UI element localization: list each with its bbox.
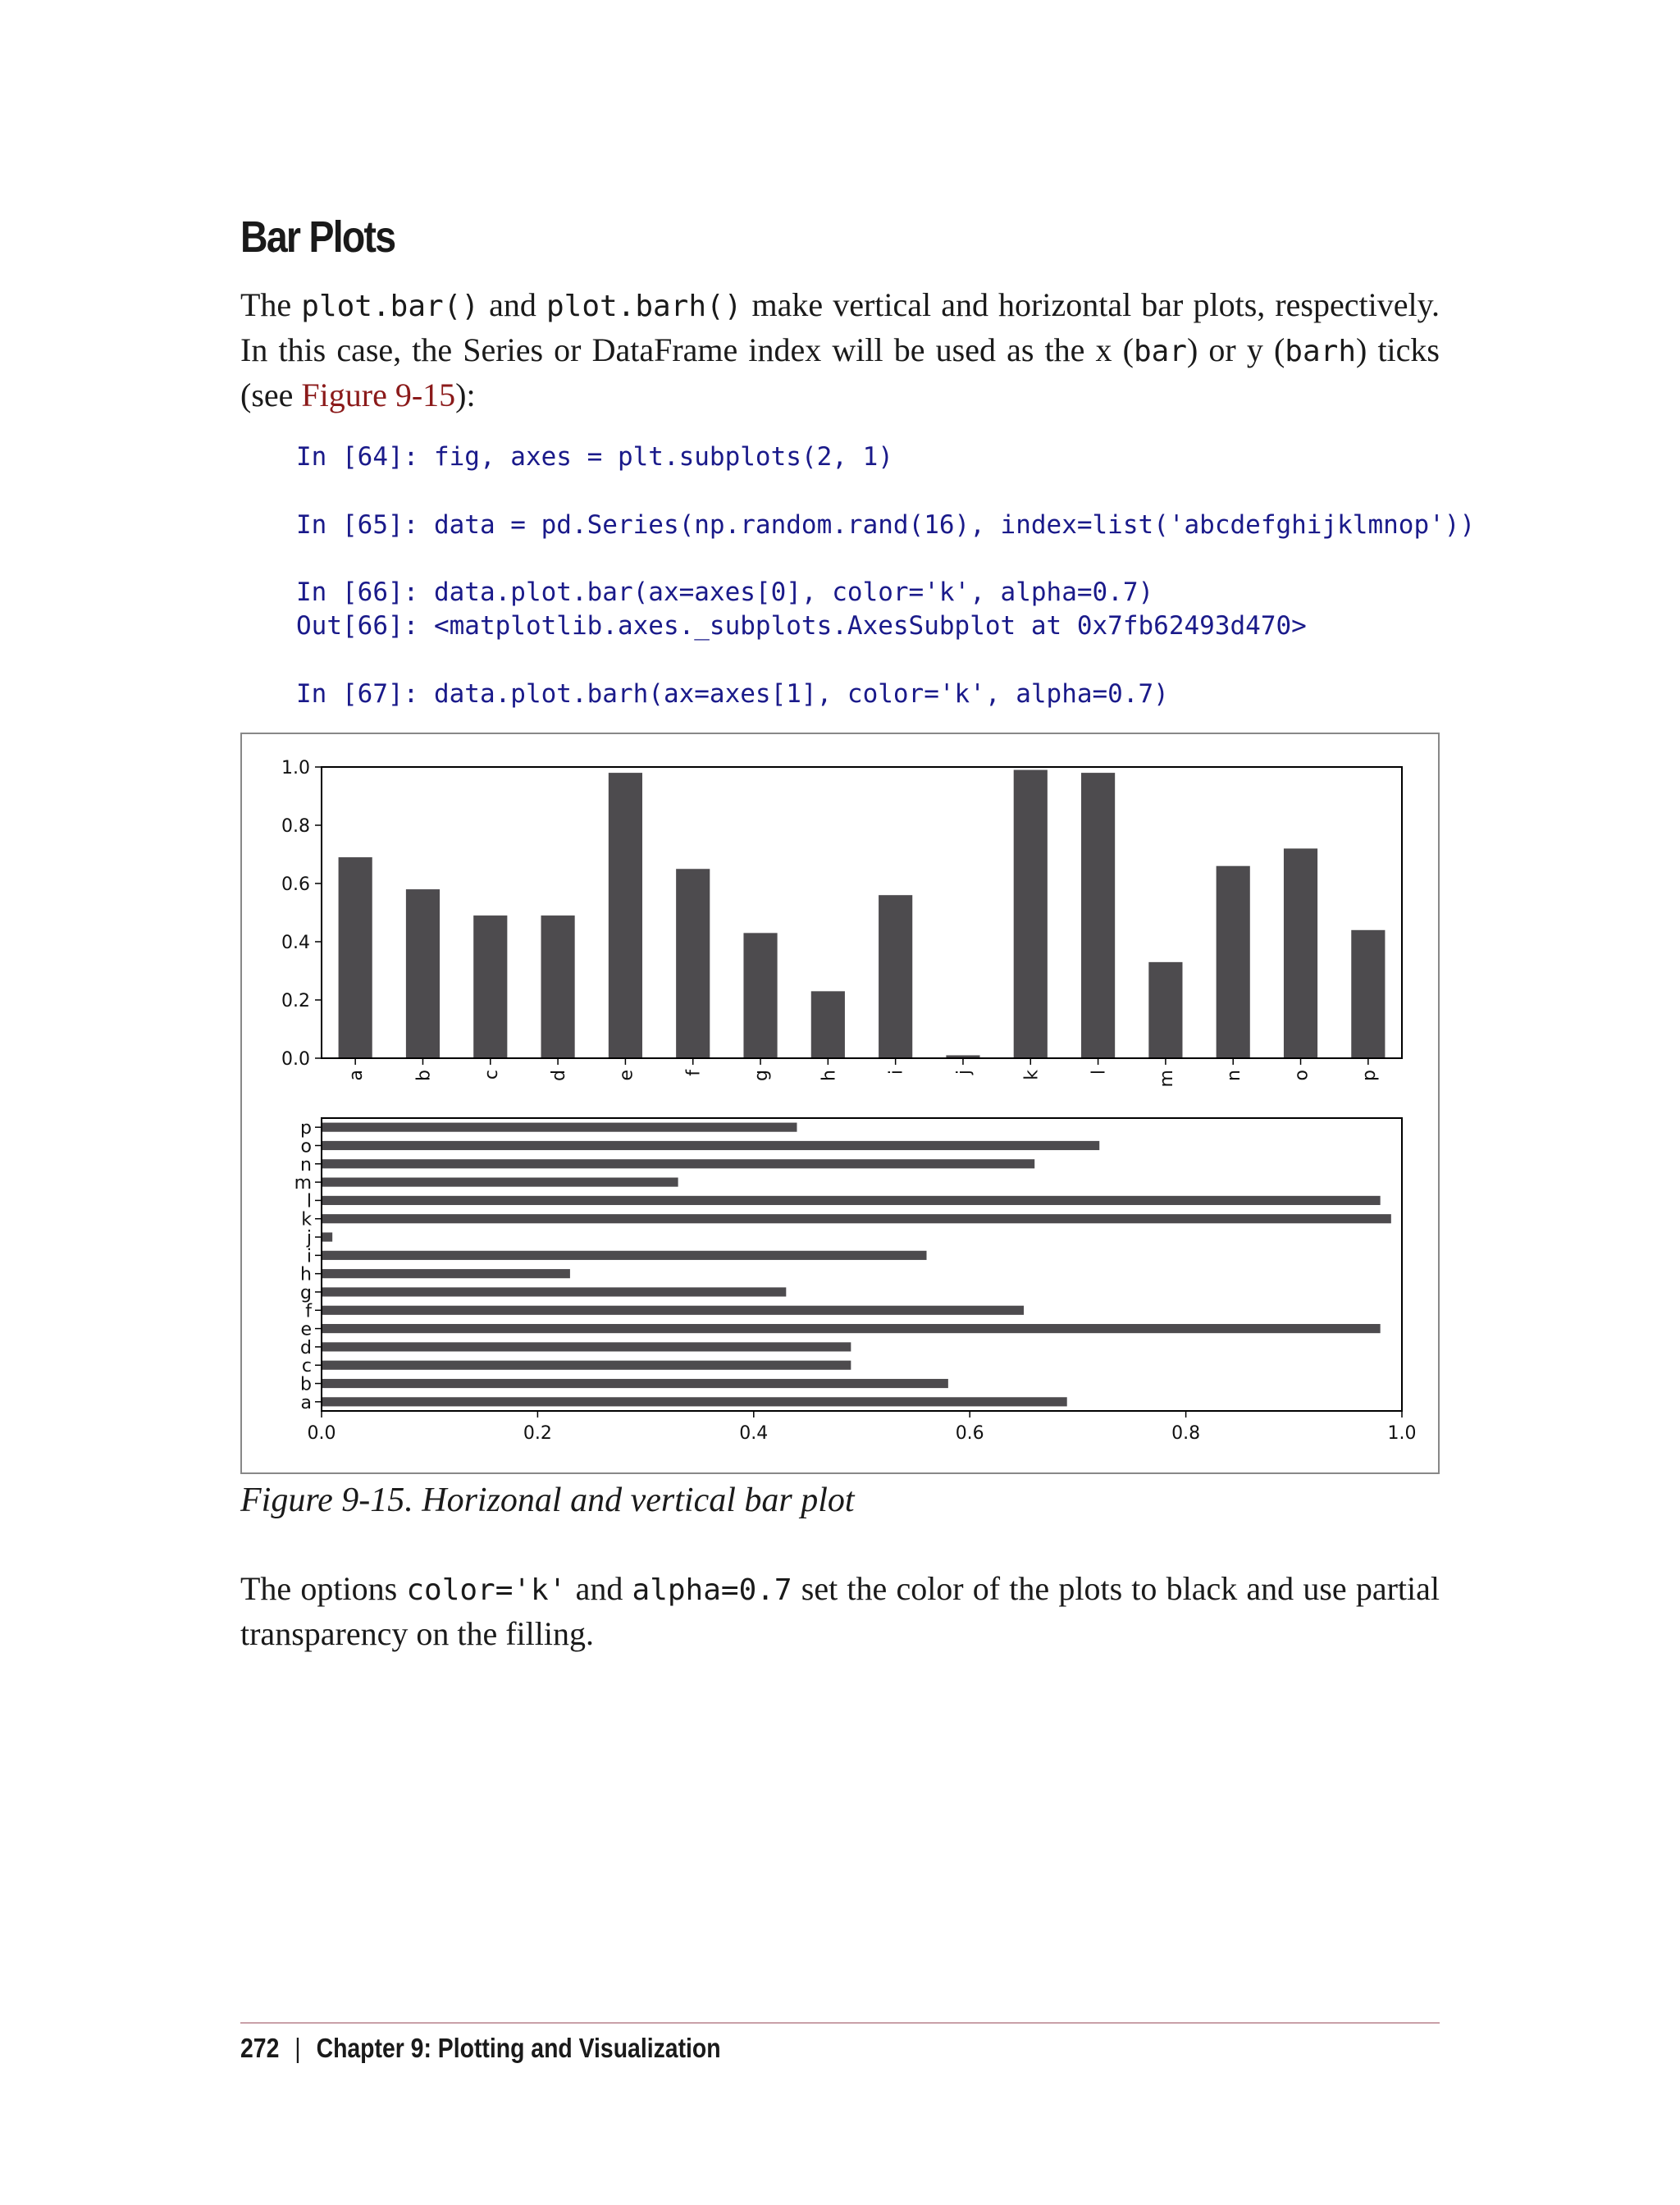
xtick-label: i — [886, 1070, 907, 1075]
ytick-label: o — [300, 1136, 312, 1157]
ytick-label: b — [300, 1374, 312, 1395]
bar-a — [339, 857, 372, 1058]
ytick-label: k — [301, 1209, 312, 1230]
xtick-label: n — [1224, 1070, 1245, 1081]
code-line-67: In [67]: data.plot.barh(ax=axes[1], color='k', alpha=0.7) — [296, 679, 1169, 709]
xtick-label: 1.0 — [1387, 1423, 1417, 1444]
bar-c — [473, 915, 507, 1058]
xtick-label: g — [751, 1070, 773, 1081]
xtick-label: k — [1021, 1070, 1043, 1080]
chapter-title: Chapter 9: Plotting and Visualization — [316, 2033, 721, 2063]
page-footer: 272 | Chapter 9: Plotting and Visualization — [240, 2033, 721, 2063]
hbar-o — [322, 1141, 1099, 1150]
xtick-label: c — [481, 1070, 502, 1080]
bar-g — [743, 933, 777, 1058]
bar-e — [609, 773, 642, 1058]
ytick-label: 0.2 — [281, 991, 310, 1011]
ytick-label: d — [300, 1337, 312, 1358]
ytick-label: 0.0 — [281, 1049, 310, 1070]
ytick-label: 1.0 — [281, 758, 310, 778]
figure-chart — [242, 734, 1438, 1472]
bar-d — [541, 915, 575, 1058]
section-heading: Bar Plots — [240, 212, 395, 262]
xtick-label: j — [953, 1070, 975, 1075]
xtick-label: 0.8 — [1171, 1423, 1201, 1444]
bar-h — [811, 991, 845, 1058]
ytick-label: j — [306, 1228, 312, 1249]
xtick-label: d — [549, 1070, 570, 1081]
xtick-label: 0.0 — [307, 1423, 336, 1444]
bar-f — [676, 869, 710, 1058]
hbar-b — [322, 1379, 948, 1388]
hbar-i — [322, 1251, 927, 1260]
bar-k — [1014, 770, 1048, 1058]
code-line-66: In [66]: data.plot.bar(ax=axes[0], color='k', alpha=0.7) — [296, 578, 1154, 607]
hbar-l — [322, 1196, 1381, 1205]
bar-l — [1081, 773, 1115, 1058]
ytick-label: a — [300, 1392, 312, 1413]
ytick-label: n — [300, 1154, 312, 1176]
hbar-n — [322, 1159, 1034, 1168]
hbar-m — [322, 1178, 678, 1187]
hbar-f — [322, 1306, 1024, 1315]
page-number: 272 — [240, 2033, 280, 2063]
ytick-label: l — [306, 1191, 312, 1212]
ytick-label: e — [300, 1319, 312, 1340]
bar-n — [1217, 866, 1250, 1058]
bar-i — [879, 895, 912, 1058]
hbar-a — [322, 1397, 1067, 1406]
ytick-label: f — [305, 1301, 312, 1322]
hbar-k — [322, 1214, 1391, 1223]
figure-caption: Figure 9-15. Horizonal and vertical bar plot — [240, 1481, 855, 1519]
hbar-g — [322, 1287, 786, 1296]
hbar-j — [322, 1232, 332, 1241]
ytick-label: 0.8 — [281, 816, 310, 837]
ytick-label: g — [300, 1282, 312, 1303]
hbar-e — [322, 1324, 1381, 1333]
intro-paragraph: The plot.bar() and plot.barh() make vertical and horizontal bar plots, respectively. In this case, the Series or DataFrame index will be used as the x (bar) or y (barh) ticks (see Figure 9-15): — [240, 286, 1440, 413]
hbar-c — [322, 1361, 851, 1370]
xtick-label: o — [1291, 1070, 1312, 1081]
xtick-label: a — [346, 1070, 368, 1081]
ytick-label: i — [306, 1246, 312, 1267]
ytick-label: 0.4 — [281, 933, 310, 953]
hbar-h — [322, 1269, 570, 1278]
bar-b — [406, 889, 440, 1058]
bar-p — [1351, 930, 1385, 1058]
bar-o — [1284, 848, 1317, 1058]
figure-link[interactable]: Figure 9-15 — [301, 377, 456, 413]
outro-paragraph: The options color='k' and alpha=0.7 set the color of the plots to black and use partial transparency on the filling. — [240, 1570, 1440, 1652]
ytick-label: p — [300, 1118, 312, 1139]
code-output-66: Out[66]: <matplotlib.axes._subplots.AxesSubplot at 0x7fb62493d470> — [296, 611, 1307, 641]
xtick-label: p — [1358, 1070, 1380, 1081]
ytick-label: m — [294, 1173, 312, 1194]
xtick-label: l — [1089, 1070, 1110, 1075]
ytick-label: 0.6 — [281, 874, 310, 895]
figure-box — [240, 733, 1440, 1474]
xtick-label: e — [616, 1070, 637, 1081]
xtick-label: 0.6 — [955, 1423, 984, 1444]
xtick-label: h — [819, 1070, 840, 1081]
footer-rule — [240, 2022, 1440, 2024]
xtick-label: b — [413, 1070, 435, 1081]
ytick-label: h — [300, 1264, 312, 1285]
code-line-65: In [65]: data = pd.Series(np.random.rand(16), index=list('abcdefghijklmnop')) — [296, 510, 1476, 540]
hbar-p — [322, 1123, 797, 1132]
hbar-d — [322, 1342, 851, 1351]
xtick-label: 0.2 — [523, 1423, 552, 1444]
xtick-label: 0.4 — [739, 1423, 769, 1444]
xtick-label: m — [1156, 1070, 1177, 1088]
bar-m — [1148, 962, 1182, 1058]
xtick-label: f — [683, 1070, 705, 1076]
ytick-label: c — [301, 1356, 312, 1377]
code-line-64: In [64]: fig, axes = plt.subplots(2, 1) — [296, 442, 893, 472]
